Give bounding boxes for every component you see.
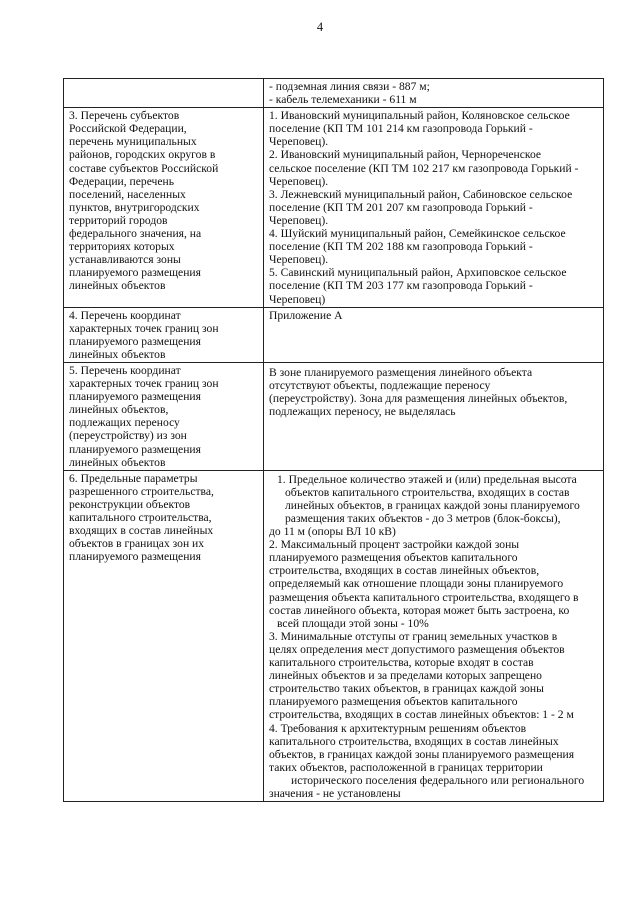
text-line: В зоне планируемого размещения линейного объекта — [269, 365, 533, 379]
text-line: 3. Лежневский муниципальный район, Сабиновское сельское — [269, 187, 573, 201]
text-line: объектов капитального строительства, входящих в состав — [285, 485, 570, 499]
text-line: капитального строительства, входящих в состав линейных — [269, 734, 559, 748]
table-row-5 — [64, 362, 604, 470]
text-line: 5. Савинский муниципальный район, Архиповское сельское — [269, 266, 567, 280]
text-line: состав линейного объекта, которая может быть застроена, ко — [269, 603, 570, 617]
text-line: размещения объекта капитального строительства, входящего в — [269, 590, 579, 604]
appendix-reference: Приложение А — [269, 308, 343, 322]
text-line: (переустройству) из зон — [69, 429, 187, 443]
text-line: определяемый как отношение площади зоны планируемого — [269, 577, 564, 591]
label-cell-building-limits — [64, 470, 264, 801]
value-cell-subjects-list — [264, 108, 604, 307]
table-row-4 — [64, 307, 604, 362]
text-line: входящих в состав линейных — [69, 524, 214, 538]
limit-item-3 — [269, 630, 599, 722]
text-line: исторического поселения федерального или регионального — [291, 773, 585, 787]
text-line: линейных объектов — [69, 455, 166, 469]
text-line: реконструкции объектов — [69, 497, 191, 511]
text-line: линейных объектов — [69, 347, 166, 361]
table-row-continuation — [64, 79, 604, 108]
text-line: капитального строительства, которые входят в состав — [269, 656, 534, 670]
limit-item-1 — [269, 473, 599, 538]
text-line: капитального строительства, — [69, 511, 212, 524]
text-line: Череповец). — [269, 253, 329, 267]
text-line: сельское поселение (КП ТМ 102 217 км газопровода Горький - — [269, 161, 579, 175]
text-line: планируемого размещения — [69, 334, 201, 348]
label-cell-continuation — [64, 79, 264, 108]
table-row-6 — [64, 470, 604, 801]
text-line: 2. Ивановский муниципальный район, Чернореченское — [269, 148, 542, 162]
text-line: поселений, населенных — [69, 187, 186, 201]
text-line: всей площади этой зоны - 10% — [277, 616, 429, 630]
page-number: 4 — [316, 20, 324, 34]
value-cell-coordinates — [264, 307, 604, 362]
text-line: 4. Перечень координат — [69, 308, 181, 322]
label-cell-coordinates — [64, 307, 264, 362]
text-line: характерных точек границ зон — [69, 321, 219, 335]
text-line: территориях которых — [69, 240, 175, 254]
text-line: 3. Перечень субъектов — [69, 109, 180, 123]
text-line: до 11 м (опоры ВЛ 10 кВ) — [269, 525, 396, 539]
text-line: пунктов, внутригородских — [69, 200, 200, 214]
text-line: Череповец). — [269, 213, 329, 227]
text-line: 5. Перечень координат — [69, 363, 181, 377]
text-line: Череповец) — [269, 292, 326, 306]
text-line: федерального значения, на — [69, 227, 202, 241]
text-line: перечень муниципальных — [69, 135, 197, 149]
text-line: планируемого размещения — [69, 390, 201, 404]
text-line: разрешенного строительства, — [69, 484, 214, 498]
text-line: размещения таких объектов - до 3 метров (блок-боксы), — [285, 512, 561, 525]
text-line: строительства, входящих в состав линейных объектов: 1 - 2 м — [269, 708, 574, 722]
text-line: - кабель телемеханики - 611 м — [269, 93, 417, 107]
text-line: значения - не установлены — [269, 786, 401, 800]
text-line: линейных объектов, в границах каждой зоны планируемого — [285, 498, 580, 512]
text-line: планируемого размещения объектов капитального — [269, 551, 518, 565]
value-cell-continuation — [264, 79, 604, 108]
text-line: - подземная линия связи - 887 м; — [269, 80, 430, 93]
text-line: планируемого размещения — [69, 266, 201, 280]
text-line: 3. Минимальные отступы от границ земельных участков в — [269, 629, 558, 643]
text-line: поселение (КП ТМ 101 214 км газопровода Горький - — [269, 122, 533, 136]
text-line: 1. Ивановский муниципальный район, Коляновское сельское — [269, 109, 570, 123]
text-line: поселение (КП ТМ 202 188 км газопровода Горький - — [269, 240, 533, 254]
text-line: планируемого размещения — [69, 550, 201, 564]
text-line: Российской Федерации, — [69, 122, 187, 136]
text-line: 4. Требования к архитектурным решениям объектов — [269, 721, 527, 735]
parameters-table — [63, 78, 604, 802]
text-line: подлежащих переносу, не выделялась — [269, 405, 456, 419]
text-line: 4. Шуйский муниципальный район, Семейкинское сельское — [269, 227, 566, 241]
text-line: Череповец). — [269, 135, 329, 149]
value-cell-building-limits — [264, 470, 604, 801]
text-line: Федерации, перечень — [69, 174, 175, 188]
text-line: территорий городов — [69, 213, 168, 227]
text-line: линейных объектов — [69, 279, 166, 293]
text-line: поселение (КП ТМ 203 177 км газопровода Горький - — [269, 279, 533, 293]
text-line: районов, городских округов в — [69, 148, 216, 162]
text-line: отсутствуют объекты, подлежащие переносу — [269, 379, 491, 393]
value-cell-relocation — [264, 362, 604, 470]
text-line: поселение (КП ТМ 201 207 км газопровода Горький - — [269, 200, 533, 214]
text-line: строительство таких объектов, в границах каждой зоны — [269, 682, 544, 696]
label-cell-subjects-list — [64, 108, 264, 307]
label-cell-relocation — [64, 362, 264, 470]
text-line: линейных объектов и за пределами которых запрещено — [269, 669, 542, 683]
text-line: 1. Предельное количество этажей и (или) предельная высота — [277, 472, 577, 486]
text-line: характерных точек границ зон — [69, 377, 219, 391]
text-line: 6. Предельные параметры — [69, 471, 198, 485]
text-line: планируемого размещения объектов капитального — [269, 695, 518, 709]
text-line: линейных объектов, — [69, 403, 169, 417]
text-line: таких объектов, расположенной в границах территории — [269, 760, 543, 774]
text-line: объектов, в границах каждой зоны планируемого размещения — [269, 747, 575, 761]
text-line: строительства, входящих в состав линейных объектов, — [269, 564, 540, 578]
limit-item-2 — [269, 538, 599, 630]
text-line: объектов в границах зон их — [69, 537, 205, 551]
text-line: устанавливаются зоны — [69, 253, 181, 267]
text-line: Череповец). — [269, 174, 329, 188]
text-line: 2. Максимальный процент застройки каждой зоны — [269, 538, 520, 552]
text-line: планируемого размещения — [69, 442, 201, 456]
text-line: (переустройству). Зона для размещения линейных объектов, — [269, 392, 568, 406]
limit-item-4 — [269, 722, 599, 801]
text-line: целях определения мест допустимого размещения объектов — [269, 642, 565, 656]
table-row-3 — [64, 108, 604, 307]
text-line: составе субъектов Российской — [69, 161, 219, 175]
text-line: подлежащих переносу — [69, 416, 180, 430]
